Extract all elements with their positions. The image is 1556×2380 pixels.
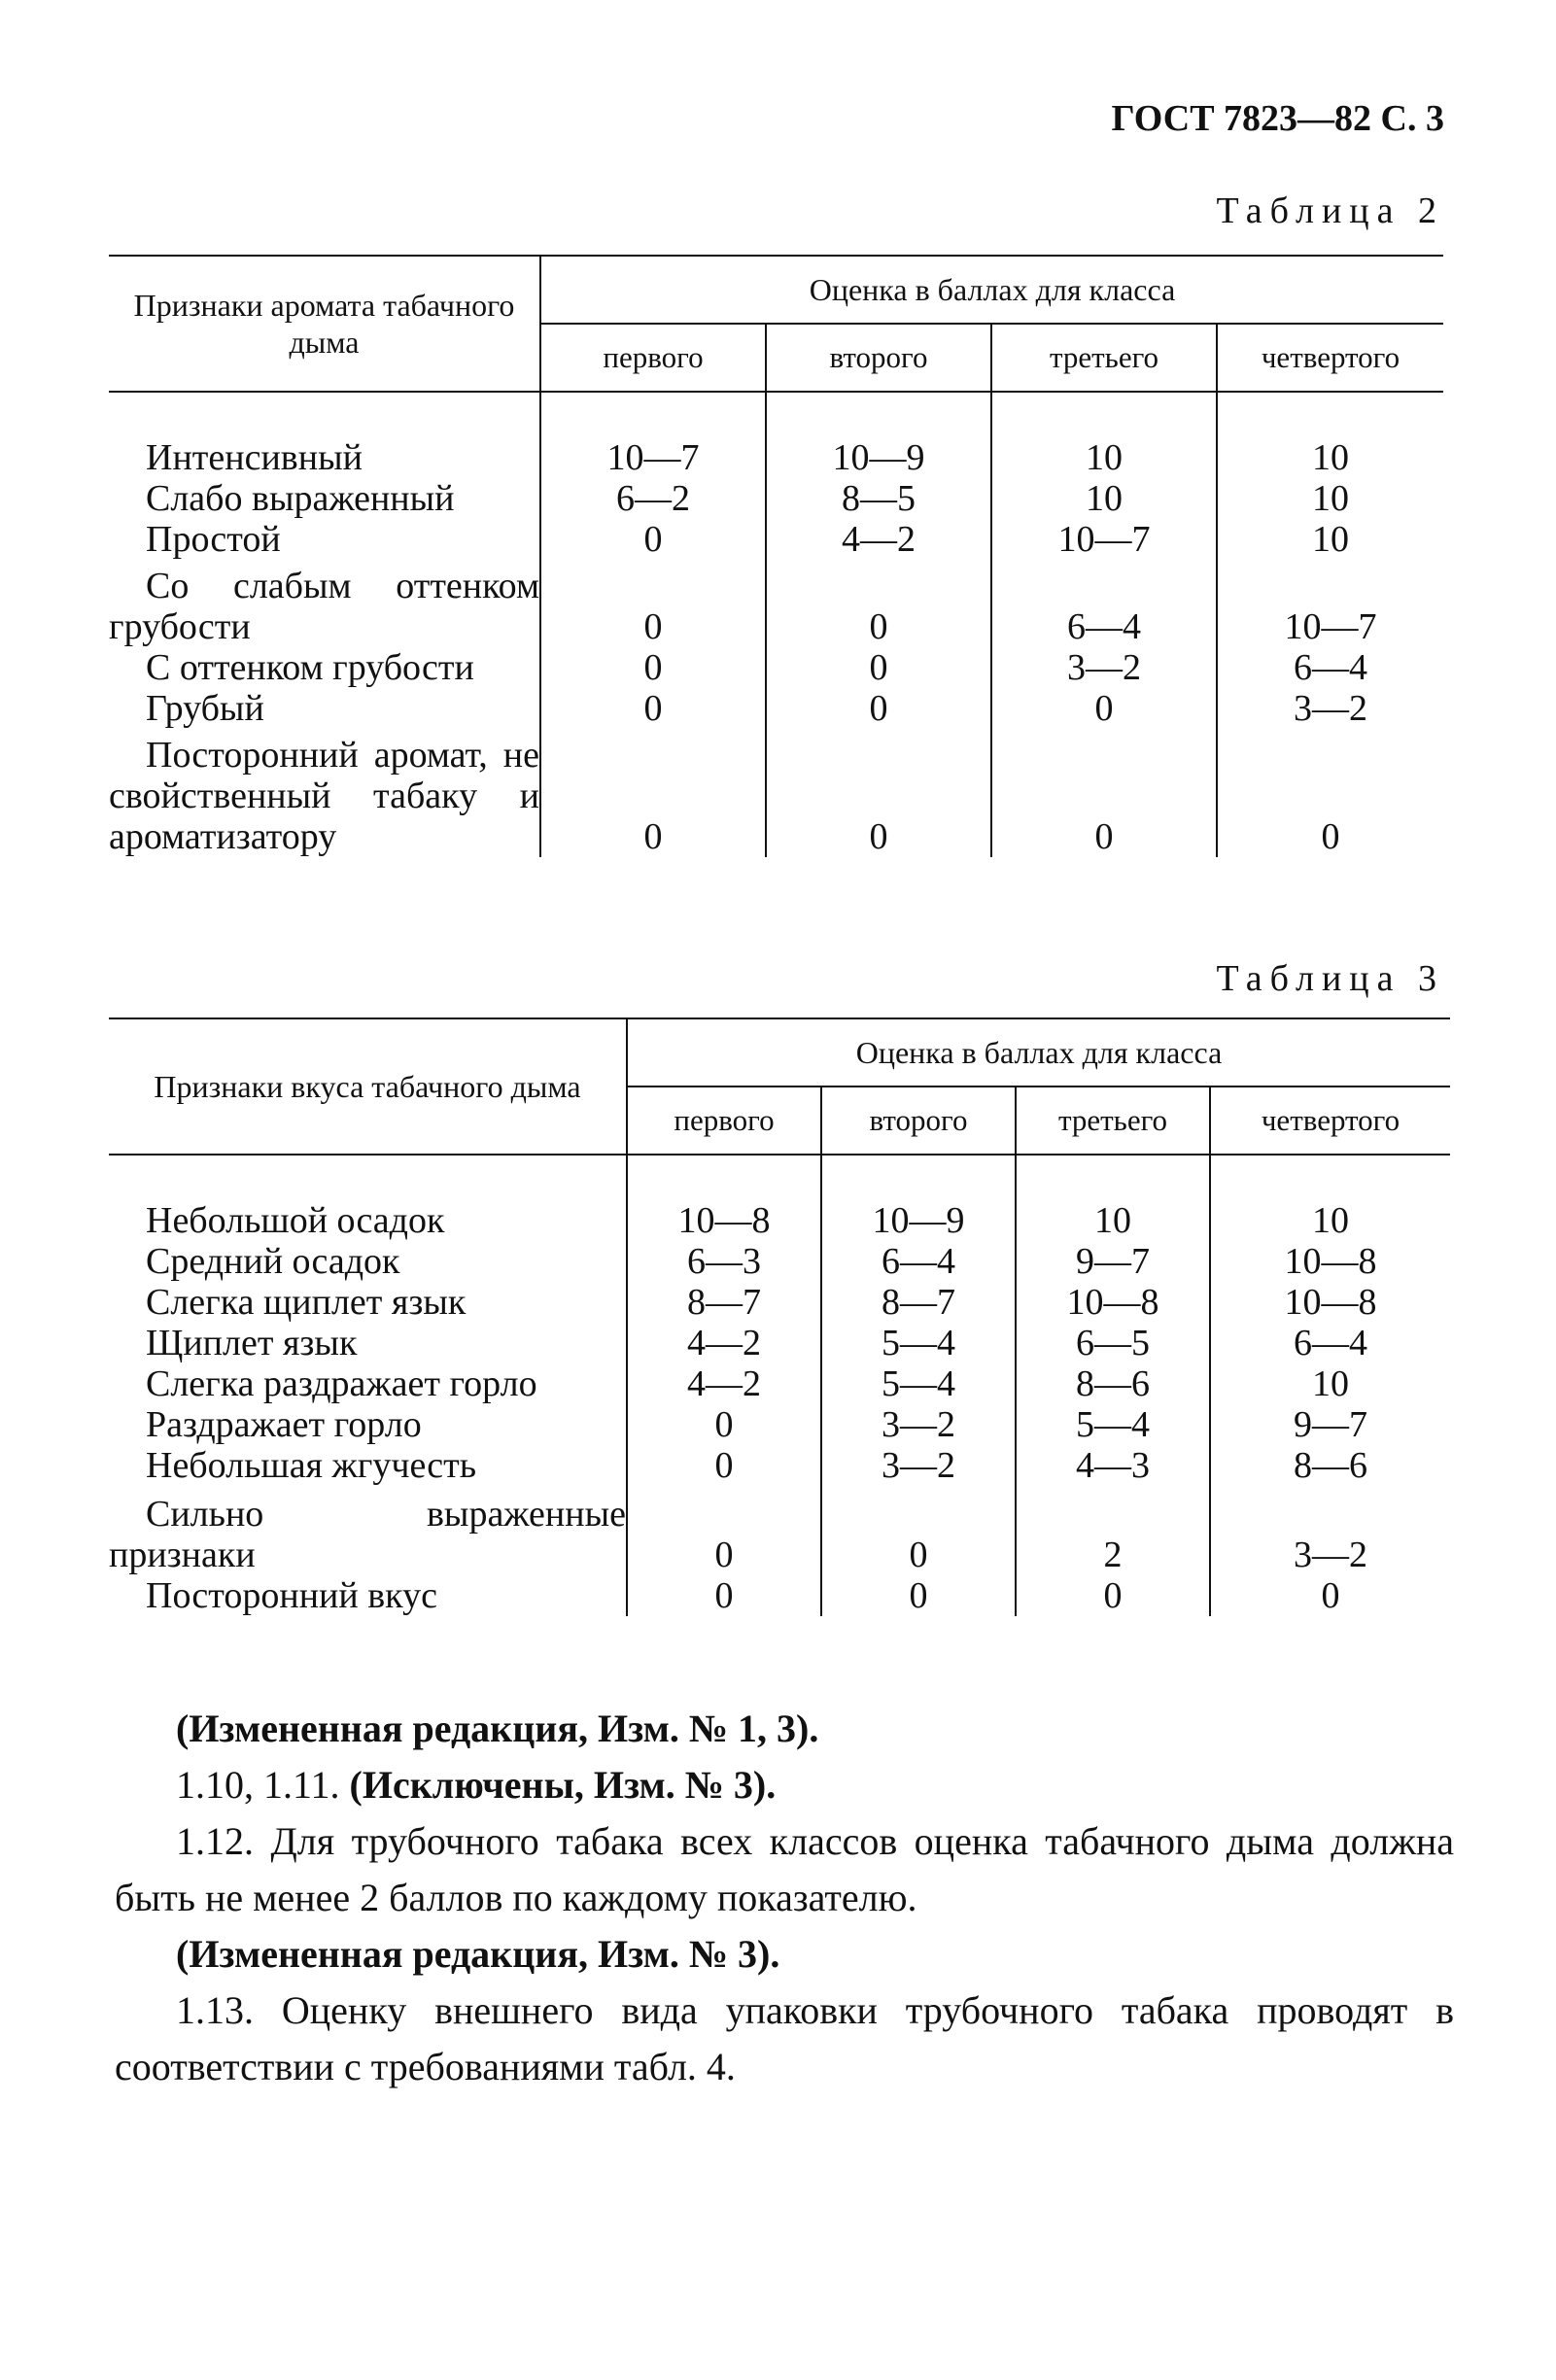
row-value: 0 [991,729,1217,857]
row-value: 5—4 [1016,1404,1210,1445]
row-feature: Небольшая жгучесть [109,1445,627,1486]
row-feature: Со слабым оттенком грубости [109,560,540,647]
table-row [109,437,1443,478]
row-value: 0 [540,647,766,688]
row-value: 6—4 [1294,647,1367,688]
row-feature: Интенсивный [109,437,540,478]
feature-column-header: Признаки вкуса табачного дыма [109,1018,627,1155]
row-value: 5—4 [821,1323,1016,1363]
clause-1-13: 1.13. Оценку внешнего вида упаковки трубочного табака проводят в соответствии с требованиями табл. 4. [115,1988,1454,2088]
table-row [109,1200,1450,1241]
row-feature: Сильно выраженные признаки [109,1486,627,1575]
row-value: 6—4 [1294,1323,1367,1363]
row-feature: Простой [109,519,540,560]
table-row [109,519,1443,560]
row-value: 10 [1312,478,1349,519]
excluded-clause-numbers: 1.10, 1.11. [176,1763,340,1807]
excluded-clauses [115,1757,1454,1813]
feature-column-header: Признаки аромата табачного дыма [109,256,540,392]
row-feature: Грубый [109,688,540,729]
table-row [109,1282,1450,1323]
class-header-fourth: четвертого [1217,324,1443,392]
row-value: 9—7 [1294,1404,1367,1445]
table-row [109,1404,1450,1445]
row-feature: Средний осадок [109,1241,627,1282]
row-value: 0 [627,1575,821,1616]
row-value: 4—2 [766,519,991,560]
row-value: 4—2 [627,1323,821,1363]
class-header-fourth: четвертого [1210,1087,1450,1155]
taste-table [109,1018,1450,1616]
row-feature: Посторонний аромат, не свойственный табаку и ароматизатору [109,729,540,857]
row-value: 10 [991,437,1217,478]
row-value: 8—6 [1016,1363,1210,1404]
row-value: 6—2 [540,478,766,519]
row-value: 0 [627,1486,821,1575]
score-column-header: Оценка в баллах для класса [540,256,1443,324]
row-value: 6—4 [991,560,1217,647]
excluded-note: (Исключены, Изм. № 3). [349,1763,777,1807]
row-value: 0 [991,688,1217,729]
row-value: 0 [540,688,766,729]
row-value: 6—4 [821,1241,1016,1282]
aroma-table [109,255,1443,857]
row-value: 6—5 [1016,1323,1210,1363]
table-row [109,1486,1450,1575]
amendment-note-2: (Измененная редакция, Изм. № 3). [176,1932,780,1976]
row-value: 10—7 [540,437,766,478]
class-header-first: первого [627,1087,821,1155]
row-value: 0 [540,729,766,857]
table-3-caption: Таблица 3 [1216,958,1444,999]
row-value: 3—2 [991,647,1217,688]
row-feature: Слегка щиплет язык [109,1282,627,1323]
row-value: 10 [1312,519,1349,560]
row-value: 0 [540,519,766,560]
row-value: 8—7 [821,1282,1016,1323]
table-row [109,478,1443,519]
clause-1-12: 1.12. Для трубочного табака всех классов оценка табачного дыма должна быть не менее 2 баллов по каждому показателю. [115,1819,1454,1919]
row-feature: Небольшой осадок [109,1200,627,1241]
row-value: 2 [1016,1486,1210,1575]
table-row [109,688,1443,729]
table-row [109,729,1443,857]
row-value: 10—9 [766,437,991,478]
row-value: 5—4 [821,1363,1016,1404]
row-value: 0 [1016,1575,1210,1616]
row-value: 0 [1321,816,1340,857]
row-feature: Слабо выраженный [109,478,540,519]
row-feature: С оттенком грубости [109,647,540,688]
class-header-third: третьего [1016,1087,1210,1155]
row-value: 4—3 [1016,1445,1210,1486]
class-header-second: второго [821,1087,1016,1155]
row-feature: Посторонний вкус [109,1575,627,1616]
score-column-header: Оценка в баллах для класса [627,1018,1450,1087]
class-header-second: второго [766,324,991,392]
row-value: 10—8 [1284,1282,1377,1323]
row-value: 10 [1312,437,1349,478]
row-value: 10—7 [1284,606,1377,647]
table-row [109,1241,1450,1282]
row-value: 4—2 [627,1363,821,1404]
row-value: 10 [1016,1200,1210,1241]
table-row [109,1363,1450,1404]
row-value: 0 [766,729,991,857]
row-value: 0 [821,1575,1016,1616]
row-value: 0 [627,1445,821,1486]
row-value: 3—2 [821,1404,1016,1445]
row-feature: Щиплет язык [109,1323,627,1363]
row-value: 0 [540,560,766,647]
row-value: 10 [1312,1363,1349,1404]
row-value: 0 [766,647,991,688]
row-value: 10—9 [821,1200,1016,1241]
row-value: 10—8 [627,1200,821,1241]
amendment-note-1: (Измененная редакция, Изм. № 1, 3). [176,1707,819,1750]
row-value: 3—2 [821,1445,1016,1486]
row-value: 3—2 [1294,1535,1367,1575]
row-value: 8—7 [627,1282,821,1323]
row-feature: Слегка раздражает горло [109,1363,627,1404]
row-value: 10—8 [1016,1282,1210,1323]
row-value: 0 [1321,1575,1340,1616]
page-header: ГОСТ 7823—82 С. 3 [1111,98,1444,139]
row-value: 9—7 [1016,1241,1210,1282]
row-value: 0 [821,1486,1016,1575]
row-value: 0 [766,560,991,647]
row-value: 10 [991,478,1217,519]
row-value: 6—3 [627,1241,821,1282]
class-header-third: третьего [991,324,1217,392]
row-value: 3—2 [1294,688,1367,729]
row-value: 10 [1312,1200,1349,1241]
table-row [109,1323,1450,1363]
table-row [109,1575,1450,1616]
row-value: 10—8 [1284,1241,1377,1282]
table-row [109,647,1443,688]
row-value: 8—6 [1294,1445,1367,1486]
table-row [109,560,1443,647]
class-header-first: первого [540,324,766,392]
row-value: 0 [627,1404,821,1445]
table-row [109,1445,1450,1486]
table-2-caption: Таблица 2 [1216,190,1444,231]
row-value: 8—5 [766,478,991,519]
row-value: 10—7 [991,519,1217,560]
row-feature: Раздражает горло [109,1404,627,1445]
row-value: 0 [766,688,991,729]
